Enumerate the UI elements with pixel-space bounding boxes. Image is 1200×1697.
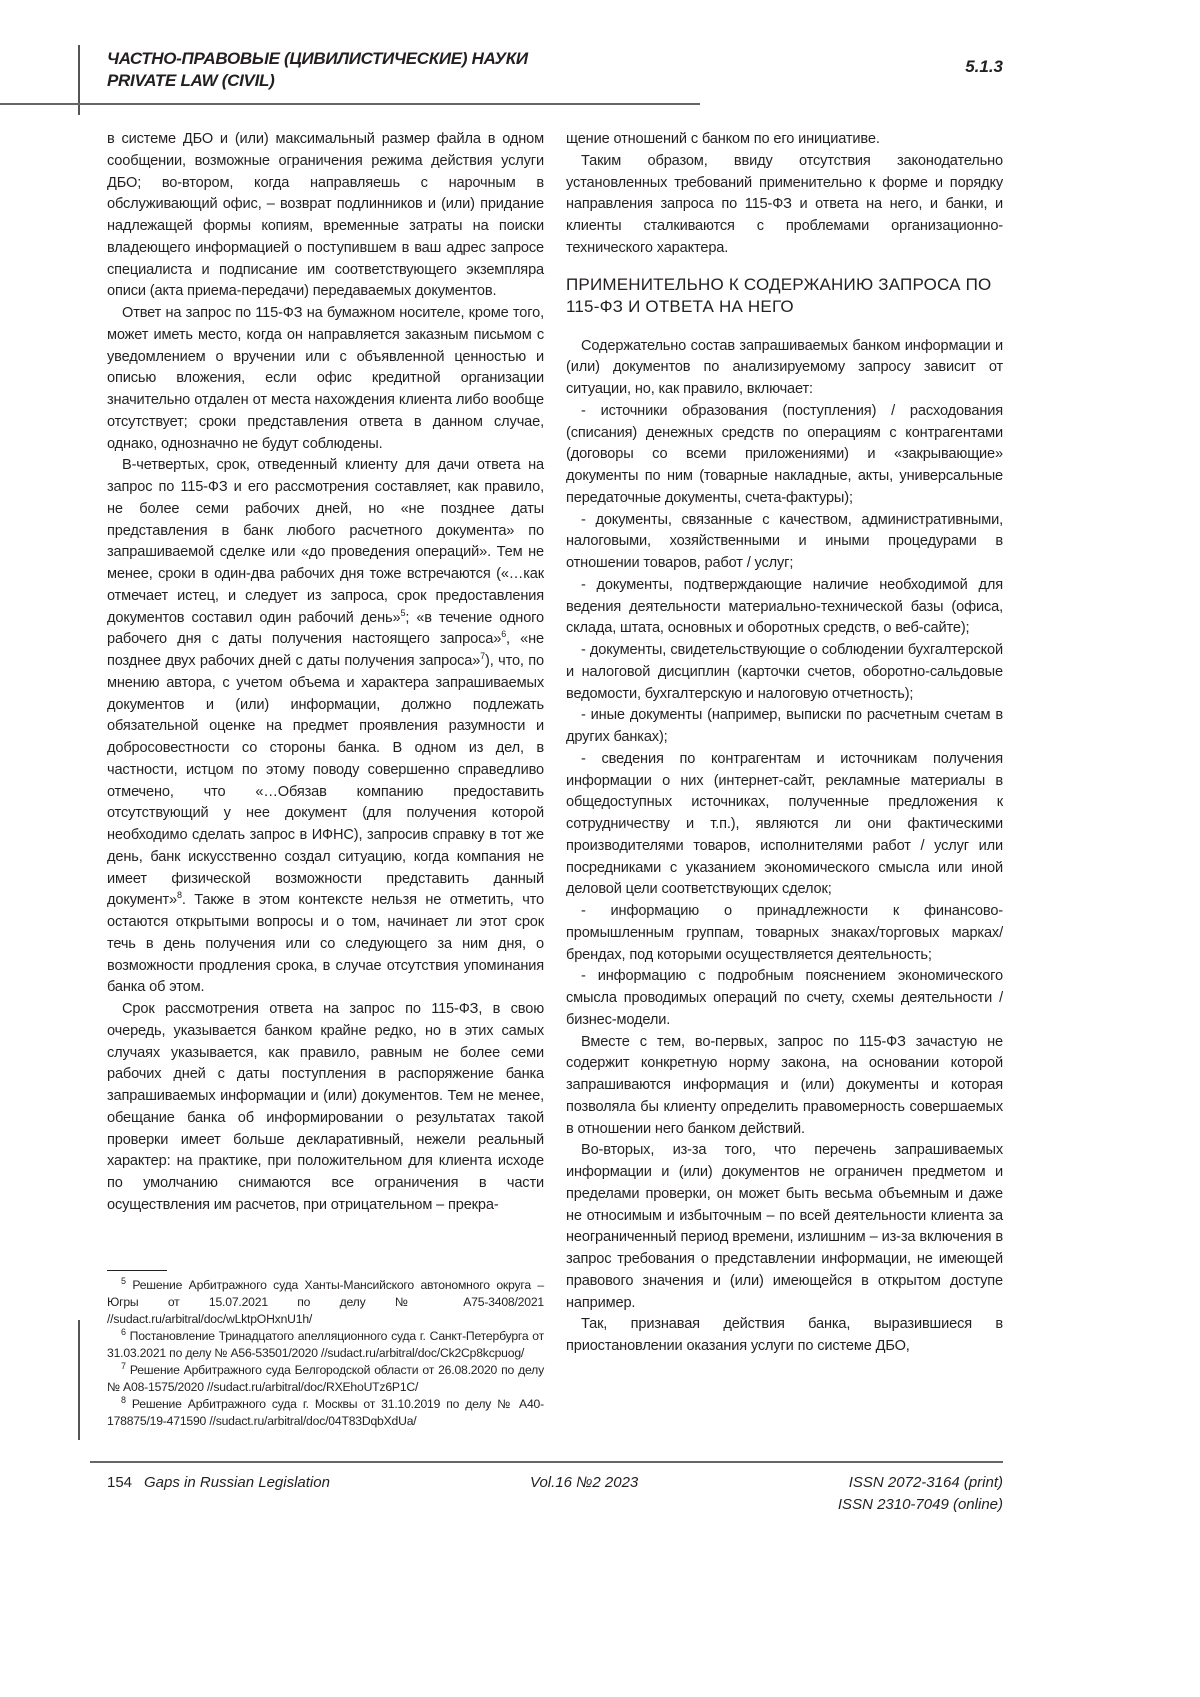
right-column [566,129,1003,1358]
list-item: - источники образования (поступления) / расходования (списания) денежных средств по операциям с контрагентами (договоры со всеми приложениями) и «закрывающие» документы по ним (товарные накладные, акты, универсальные передаточные документы, счета-фактуры); [566,401,1003,510]
list-item: - сведения по контрагентам и источникам получения информации о них (интернет-сайт, рекламные материалы в общедоступных источниках, полученные предложения к сотрудничеству и т.п.), являются ли они фактическими производителями товаров, исполнителями работ / услуг или посредниками с указанием экономического смысла или иной деловой цели соответствующих сделок; [566,749,1003,901]
paragraph: в системе ДБО и (или) максимальный размер файла в одном сообщении, возможные ограничения режима действия услуги ДБО; во-втором, когда направляешь с нарочным в обслуживающий офис, – возврат подлинников и (или) придание надлежащей формы копиям, временные затраты на поиски владеющего информацией о поступившем в ваш адрес запросе специалиста и подписание им соответствующего экземпляра описи (акта приема-передачи) передаваемых документов. [107,129,544,303]
footnote: 7 Решение Арбитражного суда Белгородской области от 26.08.2020 по делу № А08-1575/2020 //sudact.ru/arbitral/doc/RXEhoUTz6P1C/ [107,1362,544,1396]
issn-online: ISSN 2310-7049 (online) [838,1496,1003,1513]
header-horizontal-rule [0,103,700,105]
footnote-ref[interactable]: 5 [400,608,405,618]
paragraph: Вместе с тем, во-первых, запрос по 115-ФЗ зачастую не содержит конкретную норму закона, на основании которой запрашиваются информация и (или) документы и которая позволяла бы клиенту определить правомерность совершаемых в отношении него банком действий. [566,1032,1003,1141]
page-number: 154 [107,1474,132,1491]
journal-issue: Vol.16 №2 2023 [530,1474,638,1491]
list-item: - иные документы (например, выписки по расчетным счетам в других банках); [566,705,1003,749]
journal-name: Gaps in Russian Legislation [144,1474,330,1491]
footnote-vertical-rule [78,1320,80,1440]
list-item: - информацию с подробным пояснением экономического смысла проводимых операций по счету, схемы деятельности / бизнес-модели. [566,966,1003,1031]
text: В-четвертых, срок, отведенный клиенту для дачи ответа на запрос по 115-ФЗ и его рассмотрения составляет, как правило, не более семи рабочих дней, но «не позднее даты представления в банк любого расчетного документа» по запрашиваемой сделке или «до проведения операций». Тем не менее, сроки в один-два рабочих дня тоже встречаются («…как отмечает истец, и следует из запроса, срок предоставления документов составил один рабочий день» [107,457,544,625]
paragraph: Таким образом, ввиду отсутствия законодательно установленных требований применительно к форме и порядку направления запроса по 115-ФЗ и ответа на него, и банки, и клиенты сталкиваются с проблемами организационно-технического характера. [566,151,1003,260]
text: , «не позднее двух рабочих дней с даты получения запроса» [107,631,544,669]
running-header [107,48,528,92]
footnote: 6 Постановление Тринадцатого апелляционного суда г. Санкт-Петербурга от 31.03.2021 по делу № А56-53501/2020 //sudact.ru/arbitral/doc/Ck2Cp8kcpuog/ [107,1328,544,1362]
footnote-ref[interactable]: 8 [177,890,182,900]
paragraph: Ответ на запрос по 115-ФЗ на бумажном носителе, кроме того, может иметь место, когда он направляется заказным письмом с уведомлением о вручении или с объявленной ценностью и описью вложения, если офис кредитной организации значительно отдален от места нахождения клиента либо вообще отсутствует; сроки представления ответа в данном случае, однако, однозначно не будут соблюдены. [107,303,544,455]
footnote: 8 Решение Арбитражного суда г. Москвы от 31.10.2019 по делу № А40-178875/19-471590 //sudact.ru/arbitral/doc/04T83DqbXdUa/ [107,1396,544,1430]
header-title-ru: ЧАСТНО-ПРАВОВЫЕ (ЦИВИЛИСТИЧЕСКИЕ) НАУКИ [107,48,528,70]
list-item: - документы, свидетельствующие о соблюдении бухгалтерской и налоговой дисциплин (карточки счетов, оборотно-сальдовые ведомости, бухгалтерскую и налоговую отчетность); [566,640,1003,705]
paragraph: Так, признавая действия банка, выразившиеся в приостановлении оказания услуги по системе ДБО, [566,1314,1003,1358]
list-item: - информацию о принадлежности к финансово-промышленным группам, товарных знаках/торговых марках/брендах, под которыми осуществляется деятельность; [566,901,1003,966]
section-heading: ПРИМЕНИТЕЛЬНО К СОДЕРЖАНИЮ ЗАПРОСА ПО 115-ФЗ И ОТВЕТА НА НЕГО [566,274,1003,318]
footer-rule [90,1461,1003,1463]
section-code: 5.1.3 [965,57,1003,77]
left-column [107,129,544,1217]
paragraph: Во-вторых, из-за того, что перечень запрашиваемых информации и (или) документов не ограничен предметом и пределами проверки, он может быть весьма объемным и даже не относимым и избыточным – по всей деятельности клиента за неограниченный период времени, излишним – из-за включения в запрос требования о представлении информации, не имеющей правового значения и (или) имеющейся в открытом доступе например. [566,1140,1003,1314]
footnote: 5 Решение Арбитражного суда Ханты-Мансийского автономного округа – Югры от 15.07.2021 по делу № А75-3408/2021 //sudact.ru/arbitral/doc/wLktpOHxnU1h/ [107,1277,544,1328]
paragraph [107,455,544,999]
header-title-en: PRIVATE LAW (CIVIL) [107,70,528,92]
list-item: - документы, подтверждающие наличие необходимой для ведения деятельности материально-технической базы (офиса, склада, штата, основных и оборотных средств, о веб-сайте); [566,575,1003,640]
text: ), что, по мнению автора, с учетом объема и характера запрашиваемых документов и (или) информации, должно подлежать обязательной оценке на предмет проявления разумности и добросовестности со стороны банка. В одном из дел, в частности, истцом по этому поводу совершенно справедливо отмечено, что «…Обязав компанию предоставить отсутствующий у нее документ (для получения которой необходимо сделать запрос в ИФНС), запросив справку в тот же день, банк искусственно создал ситуацию, когда компания не имеет физической возможности представить данный документ» [107,653,544,908]
paragraph: щение отношений с банком по его инициативе. [566,129,1003,151]
text: . Также в этом контексте нельзя не отметить, что остаются открытыми вопросы и о том, начинает ли этот срок течь в день получения или со следующего за ним дня, о возможности продления срока, в случае отсутствия упоминания банка об этом. [107,892,544,995]
header-vertical-rule [78,45,80,115]
issn-print: ISSN 2072-3164 (print) [849,1474,1003,1491]
footnote-ref[interactable]: 7 [480,651,485,661]
text: ; «в течение одного рабочего дня с даты получения настоящего запроса» [107,610,544,648]
footnote-separator [107,1270,167,1271]
footnotes [107,1277,544,1430]
list-item: - документы, связанные с качеством, административными, налоговыми, хозяйственными и иными процедурами в отношении товаров, работ / услуг; [566,510,1003,575]
paragraph: Срок рассмотрения ответа на запрос по 115-ФЗ, в свою очередь, указывается банком крайне редко, но в этих самых случаях указывается, как правило, равным не более семи рабочих дней с даты поступления в распоряжение банка запрашиваемых информации и (или) документов. Тем не менее, обещание банка об информировании о результатах такой проверки имеет больше декларативный, нежели реальный характер: на практике, при положительном для клиента исходе по умолчанию снимаются все ограничения в части осуществления им расчетов, при отрицательном – прекра- [107,999,544,1217]
footnote-ref[interactable]: 6 [501,629,506,639]
paragraph: Содержательно состав запрашиваемых банком информации и (или) документов по анализируемому запросу зависит от ситуации, но, как правило, включает: [566,336,1003,401]
